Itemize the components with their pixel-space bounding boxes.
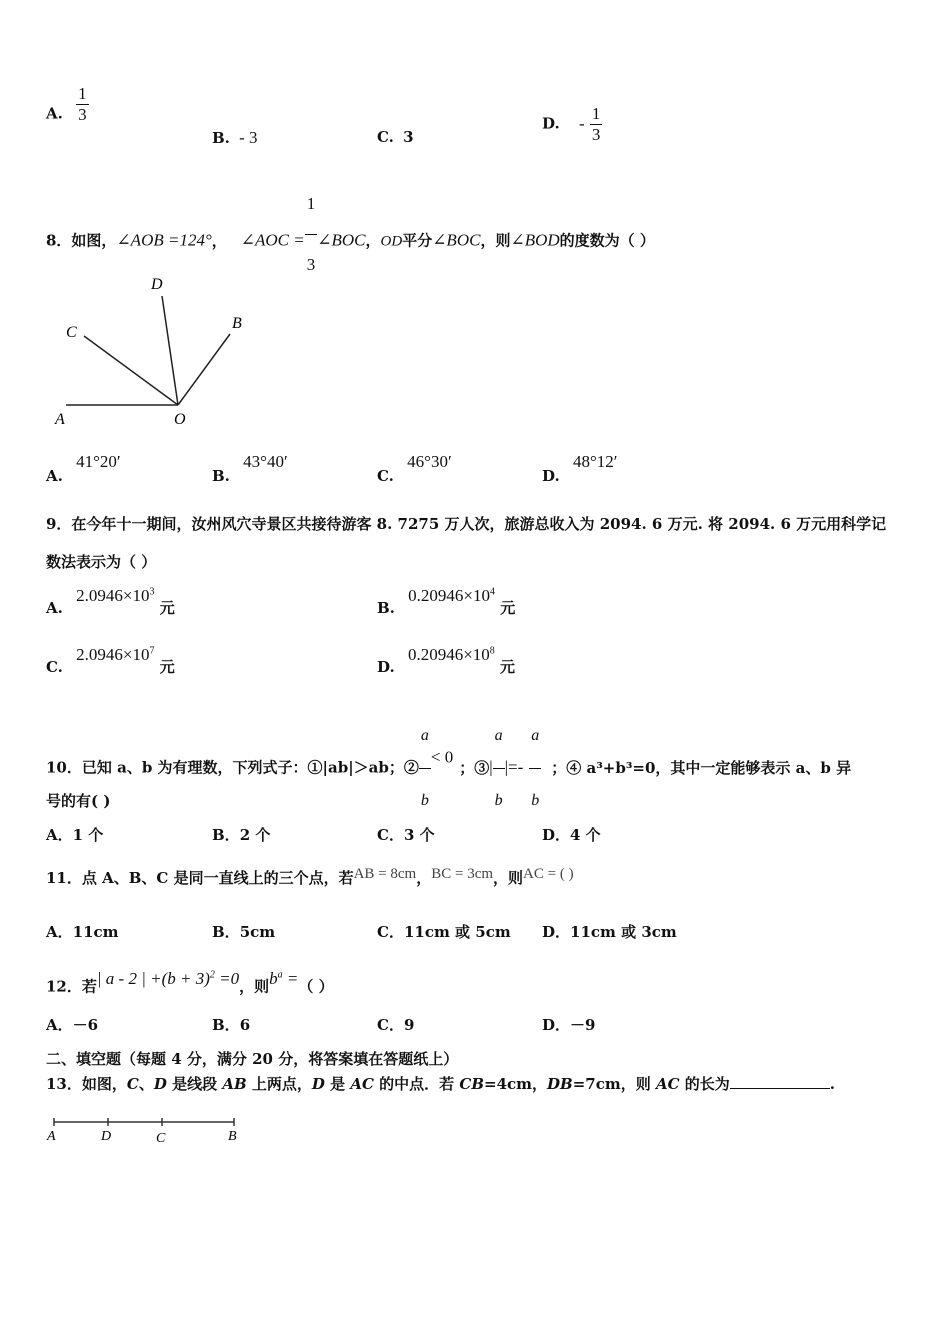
q11-option-d: D．11cm 或 3cm (542, 923, 677, 941)
q12-option-a: A．－6 (46, 1016, 99, 1034)
q7-d-sign: - (578, 113, 585, 133)
q7-d-label: D. (542, 114, 560, 133)
q12-option-c: C．9 (377, 1016, 415, 1034)
q13-answer-blank[interactable] (730, 1074, 830, 1089)
q7-c-label: C. (377, 128, 394, 146)
ray-od (162, 296, 178, 405)
q9-stem-line1: 9．在今年十一期间，汝州风穴寺景区共接待游客 8. 7275 万人次，旅游总收入为 2094. 6 万元. 将 2094. 6 万元用科学记 (46, 515, 887, 533)
label-a: A (47, 1129, 56, 1144)
q7-a-label: A. (46, 104, 63, 123)
q10-fraction-3r: $\frac{a}{b}$ (529, 704, 541, 833)
q11-ac: AC = ( ) (523, 866, 574, 882)
label-b: B (232, 315, 242, 332)
q13-stem: 13．如图，C、D 是线段 AB 上两点，D 是 AC 的中点．若 CB=4cm，DB=7cm，则 AC 的长为 . (46, 1075, 835, 1093)
q7-b-value: - 3 (239, 128, 258, 147)
q10-option-c: C．3 个 (377, 826, 435, 844)
ray-ob (178, 334, 230, 405)
q7-option-a (46, 84, 89, 125)
q9-option-b: B. $0.20946\times 10^4$ 元 (377, 586, 516, 617)
q8-option-c: C. 46°30′ (377, 452, 452, 485)
q11-option-c: C．11cm 或 5cm (377, 923, 511, 941)
q12-equation: | a - 2 | $+(b + 3)^2 =0$ (96, 968, 240, 988)
label-d: D (151, 276, 163, 293)
label-b: B (228, 1129, 237, 1144)
q7-option-d (542, 104, 602, 145)
q11-option-a: A．11cm (46, 923, 119, 941)
q11-option-b: B．5cm (212, 923, 276, 941)
q10-stem-line2: 号的有( ) (46, 792, 111, 810)
label-d: D (101, 1129, 112, 1144)
q7-option-b (212, 128, 258, 148)
q8-option-d: D. 48°12′ (542, 452, 618, 485)
q12-stem: 12．若| a - 2 | $+(b + 3)^2 =0$，则$b^a$ =（ ） (46, 968, 334, 996)
q10-option-a: A．1 个 (46, 826, 104, 844)
label-a: A (55, 411, 65, 428)
q12-option-d: D．－9 (542, 1016, 596, 1034)
label-c: C (156, 1131, 166, 1146)
q10-option-b: B．2 个 (212, 826, 271, 844)
q12-power: $b^a$ = (269, 968, 299, 988)
q7-option-c (377, 128, 414, 146)
q8-stem: 8．如图，∠AOB =124°， ∠AOC = $\frac{1}{3}$ ∠BOC，OD平分∠BOC，则∠BOD的度数为（ ） (46, 188, 655, 295)
q7-c-value: 3 (403, 128, 414, 146)
q10-option-d: D．4 个 (542, 826, 601, 844)
q11-stem: 11．点 A、B、C 是同一直线上的三个点，若AB = 8cm，BC = 3cm，则AC = ( ) (46, 866, 574, 887)
q11-ab: AB = 8cm (353, 866, 417, 882)
q12-option-b: B．6 (212, 1016, 251, 1034)
q9-stem-line2: 数法表示为（ ） (46, 553, 157, 571)
q8-angle-aoc: ∠AOC = (240, 230, 305, 250)
label-o: O (174, 411, 186, 428)
q7-a-fraction: $\frac{1}{3}$ (78, 84, 87, 124)
q11-bc: BC = 3cm (431, 866, 494, 882)
q8-option-b: B. 43°40′ (212, 452, 288, 485)
q9-option-d: D. $0.20946\times 10^8$ 元 (377, 645, 516, 676)
q8-angle-aob: ∠AOB =124° (116, 230, 212, 250)
q9-option-a: A. $2.0946\times 10^3$ 元 (46, 586, 175, 617)
q8-option-a: A. 41°20′ (46, 452, 121, 485)
q9-option-c: C. $2.0946\times 10^7$ 元 (46, 645, 175, 676)
section-heading: 二、填空题（每题 4 分，满分 20 分，将答案填在答题纸上） (46, 1050, 459, 1068)
q7-d-fraction: $\frac{1}{3}$ (591, 104, 601, 144)
q10-fraction-2: $\frac{a}{b}$ (419, 704, 431, 833)
q10-fraction-3: $\frac{a}{b}$ (493, 704, 505, 833)
ray-oc (84, 336, 178, 405)
q7-b-label: B. (212, 129, 230, 147)
q8-angle-bod: ∠BOD (510, 230, 560, 250)
q13-segment-figure (44, 1114, 254, 1150)
q8-angle-figure (40, 268, 270, 438)
q8-od: OD (380, 233, 403, 250)
q8-fraction: $\frac{1}{3}$ (305, 174, 318, 295)
label-c: C (66, 324, 77, 341)
q10-stem-line1: 10．已知 a、b 为有理数，下列式子：①|ab|＞ab；② $\frac{a}{b}$ < 0；③| $\frac{a}{b}$ |=- $\frac{a}{b}$ ；④ a³+b³=0，其中一定能够表示 a、b 异 (46, 704, 851, 833)
